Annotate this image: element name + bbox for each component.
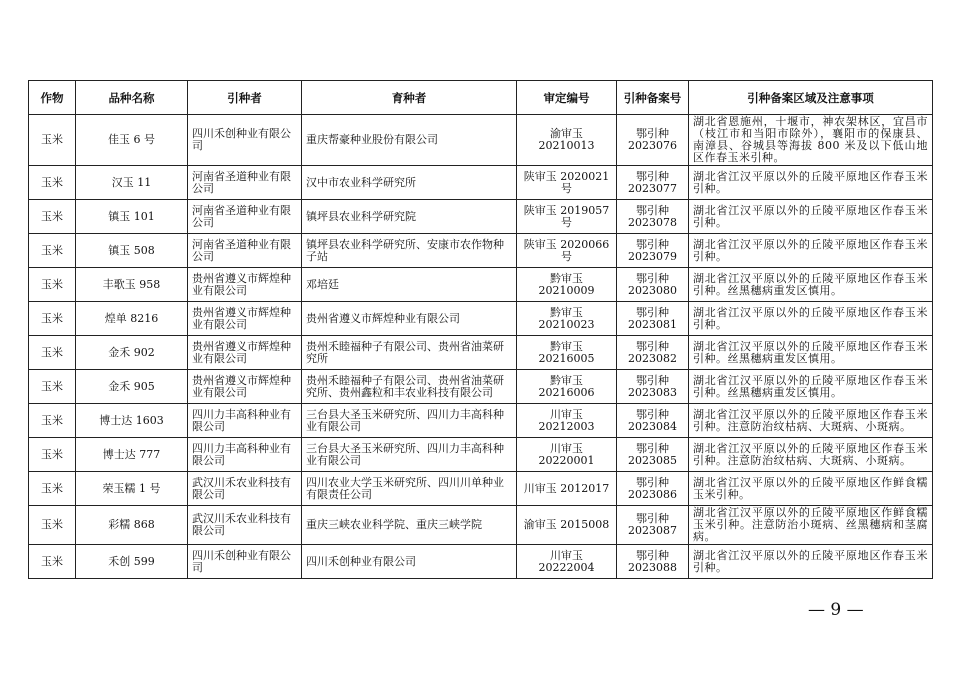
- cell-record-no: 鄂引种 2023082: [617, 336, 689, 370]
- cell-approval-no: 川审玉 20212003: [517, 404, 617, 438]
- cell-record-no: 鄂引种 2023076: [617, 115, 689, 166]
- cell-region-notes: 湖北省江汉平原以外的丘陵平原地区作春玉米引种。: [689, 234, 933, 268]
- table-row: [29, 234, 933, 268]
- cell-region-notes: 湖北省江汉平原以外的丘陵平原地区作春玉米引种。丝黑穗病重发区慎用。: [689, 370, 933, 404]
- cell-variety: 博士达 777: [76, 438, 188, 472]
- cell-approval-no: 川审玉 2012017: [517, 472, 617, 506]
- cell-record-no: 鄂引种 2023081: [617, 302, 689, 336]
- header-introducer: 引种者: [188, 81, 302, 115]
- cell-region-notes: 湖北省江汉平原以外的丘陵平原地区作春玉米引种。注意防治纹枯病、大斑病、小斑病。: [689, 404, 933, 438]
- header-region-notes: 引种备案区域及注意事项: [689, 81, 933, 115]
- cell-introducer: 贵州省遵义市辉煌种业有限公司: [188, 370, 302, 404]
- cell-breeder: 贵州禾睦福种子有限公司、贵州省油菜研究所: [302, 336, 517, 370]
- table-header: [29, 81, 933, 115]
- cell-breeder: 镇坪县农业科学研究所、安康市农作物种子站: [302, 234, 517, 268]
- cell-record-no: 鄂引种 2023080: [617, 268, 689, 302]
- cell-approval-no: 陕审玉 2020021 号: [517, 166, 617, 200]
- cell-variety: 博士达 1603: [76, 404, 188, 438]
- cell-crop: 玉米: [29, 234, 76, 268]
- table-body: [29, 115, 933, 579]
- cell-introducer: 河南省圣道种业有限公司: [188, 166, 302, 200]
- header-variety: 品种名称: [76, 81, 188, 115]
- cell-variety: 金禾 902: [76, 336, 188, 370]
- cell-region-notes: 湖北省江汉平原以外的丘陵平原地区作春玉米引种。: [689, 302, 933, 336]
- cell-approval-no: 川审玉 20220001: [517, 438, 617, 472]
- cell-introducer: 四川禾创种业有限公司: [188, 115, 302, 166]
- cell-introducer: 武汉川禾农业科技有限公司: [188, 472, 302, 506]
- table-row: [29, 115, 933, 166]
- cell-introducer: 河南省圣道种业有限公司: [188, 200, 302, 234]
- cell-variety: 荣玉糯 1 号: [76, 472, 188, 506]
- cell-variety: 禾创 599: [76, 545, 188, 579]
- registration-table: [28, 80, 933, 579]
- cell-region-notes: 湖北省江汉平原以外的丘陵平原地区作春玉米引种。注意防治纹枯病、大斑病、小斑病。: [689, 438, 933, 472]
- cell-crop: 玉米: [29, 336, 76, 370]
- table-row: [29, 268, 933, 302]
- page-number: — 9 —: [808, 600, 864, 620]
- cell-breeder: 贵州省遵义市辉煌种业有限公司: [302, 302, 517, 336]
- cell-variety: 金禾 905: [76, 370, 188, 404]
- cell-record-no: 鄂引种 2023088: [617, 545, 689, 579]
- cell-breeder: 四川农业大学玉米研究所、四川川单种业有限责任公司: [302, 472, 517, 506]
- cell-introducer: 四川禾创种业有限公司: [188, 545, 302, 579]
- cell-region-notes: 湖北省恩施州，十堰市，神农架林区，宜昌市（枝江市和当阳市除外），襄阳市的保康县、南漳县、谷城县等海拔 800 米及以下低山地区作春玉米引种。: [689, 115, 933, 166]
- cell-approval-no: 渝审玉 20210013: [517, 115, 617, 166]
- cell-variety: 彩糯 868: [76, 506, 188, 545]
- cell-approval-no: 陕审玉 2020066 号: [517, 234, 617, 268]
- table-row: [29, 545, 933, 579]
- cell-record-no: 鄂引种 2023084: [617, 404, 689, 438]
- cell-record-no: 鄂引种 2023079: [617, 234, 689, 268]
- cell-breeder: 贵州禾睦福种子有限公司、贵州省油菜研究所、贵州鑫粒和丰农业科技有限公司: [302, 370, 517, 404]
- cell-crop: 玉米: [29, 302, 76, 336]
- table-row: [29, 472, 933, 506]
- cell-crop: 玉米: [29, 200, 76, 234]
- table-row: [29, 438, 933, 472]
- cell-breeder: 三台县大圣玉米研究所、四川力丰高科种业有限公司: [302, 404, 517, 438]
- table-row: [29, 200, 933, 234]
- cell-variety: 佳玉 6 号: [76, 115, 188, 166]
- cell-variety: 镇玉 101: [76, 200, 188, 234]
- cell-approval-no: 陕审玉 2019057 号: [517, 200, 617, 234]
- header-crop: 作物: [29, 81, 76, 115]
- cell-variety: 煌单 8216: [76, 302, 188, 336]
- header-breeder: 育种者: [302, 81, 517, 115]
- cell-approval-no: 渝审玉 2015008: [517, 506, 617, 545]
- cell-variety: 汉玉 11: [76, 166, 188, 200]
- cell-region-notes: 湖北省江汉平原以外的丘陵平原地区作春玉米引种。: [689, 166, 933, 200]
- cell-introducer: 武汉川禾农业科技有限公司: [188, 506, 302, 545]
- cell-introducer: 四川力丰高科种业有限公司: [188, 404, 302, 438]
- cell-approval-no: 川审玉 20222004: [517, 545, 617, 579]
- cell-record-no: 鄂引种 2023077: [617, 166, 689, 200]
- header-approval-no: 审定编号: [517, 81, 617, 115]
- table-row: [29, 302, 933, 336]
- cell-crop: 玉米: [29, 115, 76, 166]
- cell-breeder: 重庆帮豪种业股份有限公司: [302, 115, 517, 166]
- cell-approval-no: 黔审玉 20216006: [517, 370, 617, 404]
- cell-crop: 玉米: [29, 268, 76, 302]
- cell-breeder: 汉中市农业科学研究所: [302, 166, 517, 200]
- cell-breeder: 四川禾创种业有限公司: [302, 545, 517, 579]
- cell-introducer: 贵州省遵义市辉煌种业有限公司: [188, 302, 302, 336]
- table-row: [29, 404, 933, 438]
- table-row: [29, 506, 933, 545]
- cell-region-notes: 湖北省江汉平原以外的丘陵平原地区作春玉米引种。: [689, 545, 933, 579]
- table-row: [29, 166, 933, 200]
- cell-region-notes: 湖北省江汉平原以外的丘陵平原地区作春玉米引种。: [689, 200, 933, 234]
- cell-record-no: 鄂引种 2023087: [617, 506, 689, 545]
- cell-region-notes: 湖北省江汉平原以外的丘陵平原地区作春玉米引种。丝黑穗病重发区慎用。: [689, 268, 933, 302]
- table-row: [29, 336, 933, 370]
- cell-crop: 玉米: [29, 472, 76, 506]
- cell-region-notes: 湖北省江汉平原以外的丘陵平原地区作鲜食糯玉米引种。: [689, 472, 933, 506]
- header-record-no: 引种备案号: [617, 81, 689, 115]
- cell-record-no: 鄂引种 2023085: [617, 438, 689, 472]
- cell-crop: 玉米: [29, 506, 76, 545]
- cell-crop: 玉米: [29, 438, 76, 472]
- cell-crop: 玉米: [29, 404, 76, 438]
- cell-variety: 镇玉 508: [76, 234, 188, 268]
- table-row: [29, 370, 933, 404]
- cell-introducer: 贵州省遵义市辉煌种业有限公司: [188, 336, 302, 370]
- cell-introducer: 河南省圣道种业有限公司: [188, 234, 302, 268]
- cell-breeder: 邓培廷: [302, 268, 517, 302]
- cell-introducer: 四川力丰高科种业有限公司: [188, 438, 302, 472]
- cell-region-notes: 湖北省江汉平原以外的丘陵平原地区作鲜食糯玉米引种。注意防治小斑病、丝黑穗病和茎腐病。: [689, 506, 933, 545]
- cell-crop: 玉米: [29, 166, 76, 200]
- cell-approval-no: 黔审玉 20210023: [517, 302, 617, 336]
- cell-crop: 玉米: [29, 370, 76, 404]
- cell-record-no: 鄂引种 2023078: [617, 200, 689, 234]
- cell-region-notes: 湖北省江汉平原以外的丘陵平原地区作春玉米引种。丝黑穗病重发区慎用。: [689, 336, 933, 370]
- cell-breeder: 镇坪县农业科学研究院: [302, 200, 517, 234]
- cell-variety: 丰歌玉 958: [76, 268, 188, 302]
- cell-record-no: 鄂引种 2023083: [617, 370, 689, 404]
- cell-introducer: 贵州省遵义市辉煌种业有限公司: [188, 268, 302, 302]
- cell-crop: 玉米: [29, 545, 76, 579]
- cell-record-no: 鄂引种 2023086: [617, 472, 689, 506]
- cell-breeder: 三台县大圣玉米研究所、四川力丰高科种业有限公司: [302, 438, 517, 472]
- cell-breeder: 重庆三峡农业科学院、重庆三峡学院: [302, 506, 517, 545]
- cell-approval-no: 黔审玉 20216005: [517, 336, 617, 370]
- cell-approval-no: 黔审玉 20210009: [517, 268, 617, 302]
